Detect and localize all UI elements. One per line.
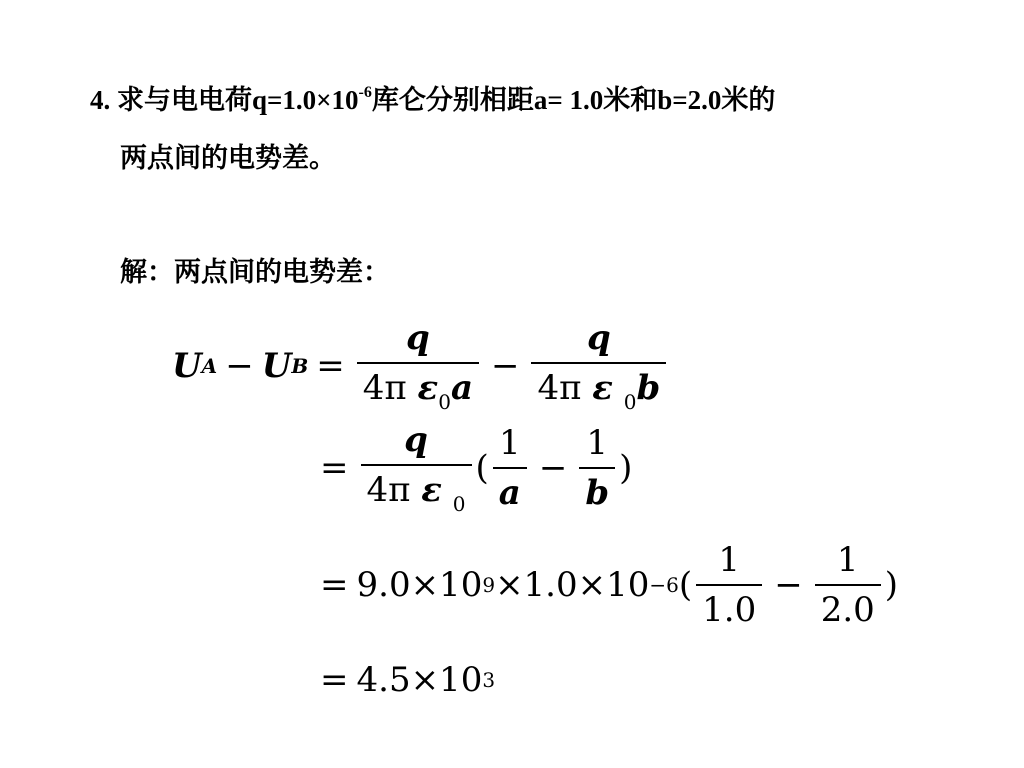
eq1-f1-denominator xyxy=(357,362,479,414)
eq3-f1-denominator: 1.0 xyxy=(696,584,762,630)
eq3-charge-q: ×1.0×10 xyxy=(495,565,650,605)
eq2-fraction xyxy=(361,420,472,516)
eq1-f1-4pi: 4π xyxy=(362,368,407,408)
eq2-lparen: ( xyxy=(475,448,489,488)
eq3-fraction-1 xyxy=(696,540,762,630)
eq1-f1-a: a xyxy=(450,368,473,408)
eq3-lparen: ( xyxy=(678,565,693,605)
eq1-minus: − xyxy=(225,346,254,386)
problem-statement xyxy=(90,64,970,187)
eq3-rparen: ) xyxy=(884,565,899,605)
eq4-result-value: 4.5×10 xyxy=(356,660,483,700)
eq3-constant-k: 9.0×10 xyxy=(356,565,483,605)
eq2-fraction-1-over-b xyxy=(579,423,615,513)
eq2-f2-denominator: b xyxy=(579,467,615,513)
eq2-denominator xyxy=(361,464,472,516)
equation-row-2 xyxy=(312,420,632,516)
eq2-f2-numerator: 1 xyxy=(586,423,609,463)
times-symbol: × xyxy=(316,85,332,115)
problem-text-part-2: 10 xyxy=(331,85,359,115)
eq1-f1-epsilon: ε xyxy=(417,368,439,408)
solution-label: 解：两点间的电势差： xyxy=(120,257,390,287)
eq1-fraction-1 xyxy=(357,318,479,414)
problem-line-2: 两点间的电势差。 xyxy=(120,143,336,173)
eq3-f2-numerator: 1 xyxy=(836,540,859,580)
eq3-f2-denominator: 2.0 xyxy=(815,584,881,630)
eq1-f2-4pi: 4π xyxy=(537,368,582,408)
eq2-4pi: 4π xyxy=(366,470,411,510)
problem-line-1 xyxy=(90,64,970,129)
eq2-epsilon: ε xyxy=(421,470,442,510)
eq2-fraction-1-over-a xyxy=(493,423,527,513)
eq4-result-exponent: 3 xyxy=(482,668,496,692)
eq1-f1-numerator: q xyxy=(405,318,430,358)
eq3-minus: − xyxy=(774,565,803,605)
eq2-equals: = xyxy=(320,448,349,488)
equation-row-1 xyxy=(172,318,670,414)
eq1-U-b: U xyxy=(261,346,292,386)
eq3-f1-numerator: 1 xyxy=(718,540,740,580)
eq1-f2-denominator xyxy=(531,362,666,414)
eq3-q-exponent: −6 xyxy=(649,573,679,597)
eq2-rparen: ) xyxy=(619,448,633,488)
eq1-f2-b: b xyxy=(636,368,661,408)
eq1-equals: = xyxy=(316,346,345,386)
eq1-U-a: U xyxy=(172,346,202,386)
eq2-minus: − xyxy=(538,448,568,488)
eq3-fraction-2 xyxy=(815,540,881,630)
problem-number: 4. xyxy=(90,85,111,115)
eq1-f2-epsilon: ε xyxy=(592,368,613,408)
eq1-f2-sub-0: 0 xyxy=(623,390,637,414)
problem-text-part-3: 库仑分别相距a= 1.0米和b=2.0米的 xyxy=(371,85,776,115)
problem-text-part-1: 求与电电荷q=1.0 xyxy=(117,85,317,115)
eq4-equals: = xyxy=(320,660,349,700)
eq1-fraction-2 xyxy=(531,318,666,414)
eq1-sub-B: B xyxy=(291,354,309,378)
eq1-sub-A: A xyxy=(201,354,218,378)
eq2-f1-numerator: 1 xyxy=(498,423,521,463)
eq1-minus-2: − xyxy=(490,346,520,386)
eq1-f1-sub-0: 0 xyxy=(438,390,451,414)
eq2-f1-denominator: a xyxy=(493,467,527,513)
equation-row-4 xyxy=(312,660,495,700)
eq1-f2-numerator: q xyxy=(586,318,611,358)
eq3-k-exponent: 9 xyxy=(482,573,496,597)
eq2-sub-0: 0 xyxy=(452,492,466,516)
eq3-equals: = xyxy=(320,565,349,605)
charge-exponent: -6 xyxy=(358,84,372,101)
eq2-numerator: q xyxy=(404,420,428,460)
equation-row-3 xyxy=(312,540,898,630)
